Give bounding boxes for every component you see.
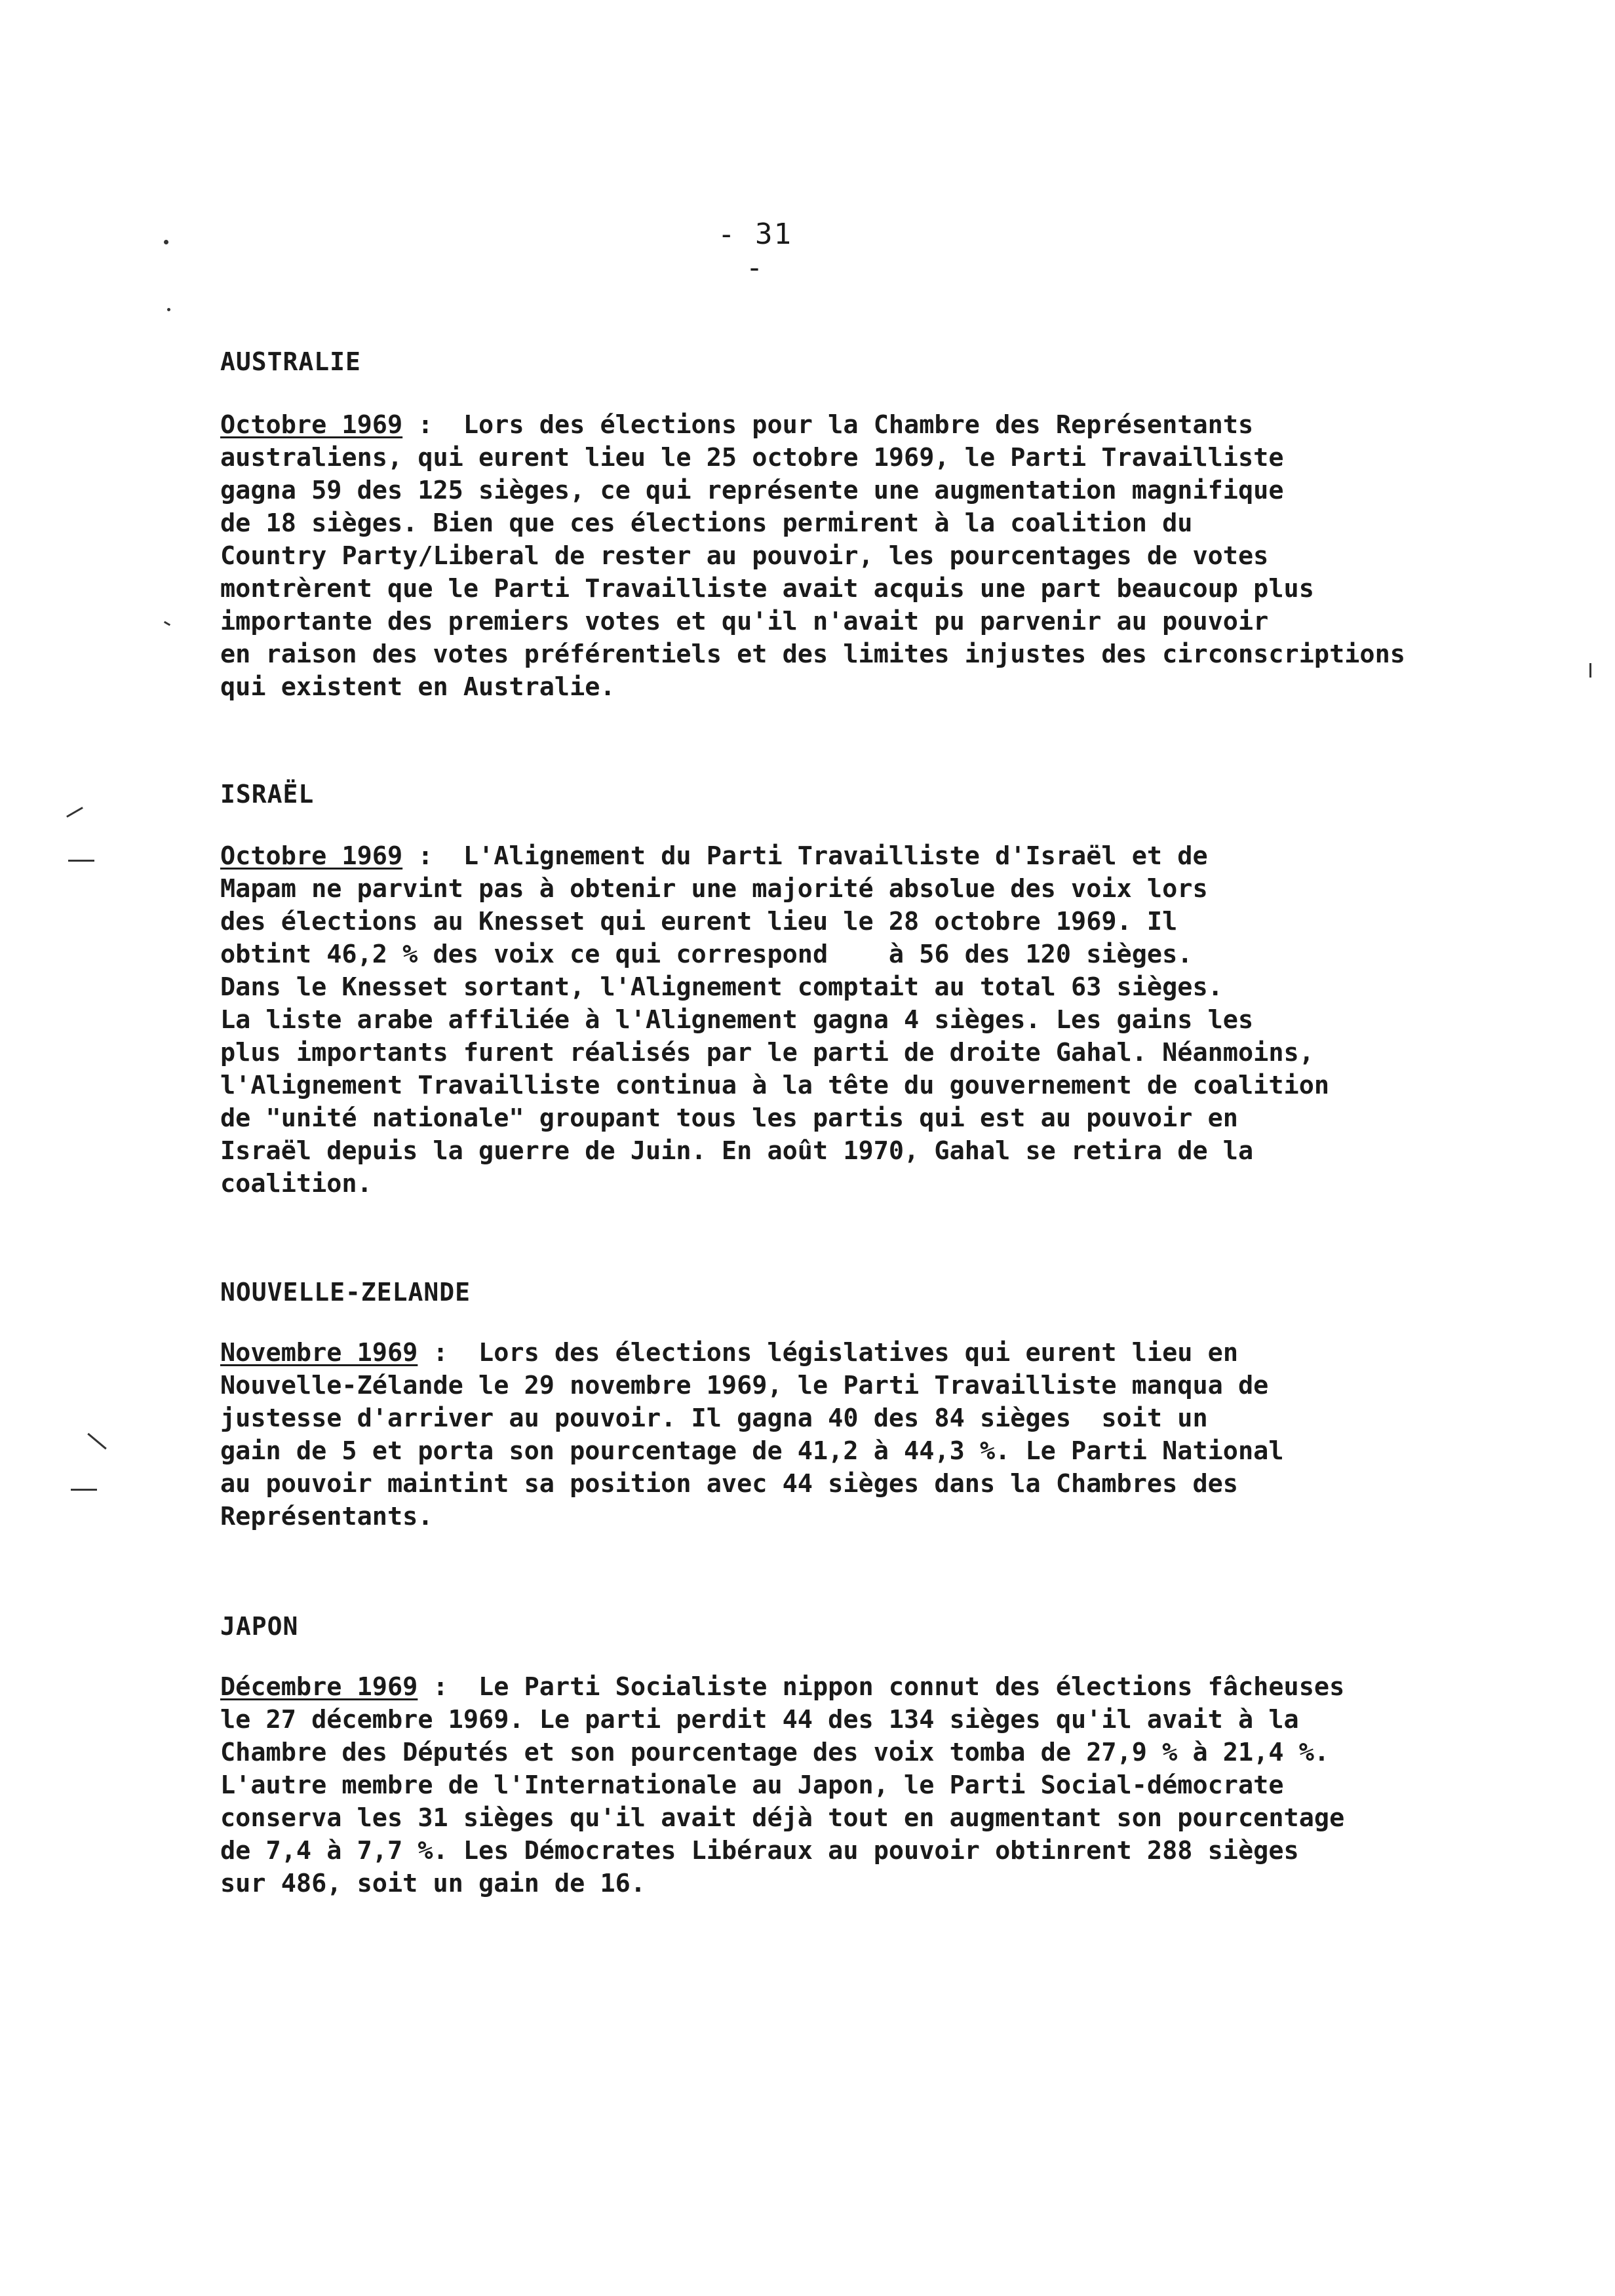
section-heading-israel: ISRAËL	[220, 780, 315, 809]
section-date: Novembre 1969	[220, 1338, 418, 1368]
paragraph-line: : L'Alignement du Parti Travailliste d'Israël et de	[402, 841, 1208, 871]
paragraph-line: plus importants furent réalisés par le parti de droite Gahal. Néanmoins,	[220, 1038, 1314, 1067]
section-paragraph-nouvelle-zelande	[220, 1337, 1505, 1533]
paragraph-line: gain de 5 et porta son pourcentage de 41,2 à 44,3 %. Le Parti National	[220, 1436, 1284, 1466]
paragraph-line: l'Alignement Travailliste continua à la tête du gouvernement de coalition	[220, 1071, 1330, 1100]
section-paragraph-australie	[220, 409, 1505, 704]
paragraph-line: Chambre des Députés et son pourcentage des voix tomba de 27,9 % à 21,4 %.	[220, 1738, 1330, 1767]
section-date: Octobre 1969	[220, 841, 403, 871]
paragraph-line: justesse d'arriver au pouvoir. Il gagna 40 des 84 sièges soit un	[220, 1404, 1208, 1433]
section-date: Octobre 1969	[220, 410, 403, 440]
paragraph-line: importante des premiers votes et qu'il n'avait pu parvenir au pouvoir	[220, 607, 1269, 636]
section-heading-nouvelle-zelande: NOUVELLE-ZELANDE	[220, 1278, 471, 1307]
paragraph-line: de 18 sièges. Bien que ces élections permirent à la coalition du	[220, 508, 1193, 538]
paragraph-line: en raison des votes préférentiels et des limites injustes des circonscriptions	[220, 640, 1405, 669]
paragraph-line: Mapam ne parvint pas à obtenir une majorité absolue des voix lors	[220, 874, 1208, 904]
paragraph-line: conserva les 31 sièges qu'il avait déjà tout en augmentant son pourcentage	[220, 1803, 1345, 1833]
paragraph-line: gagna 59 des 125 sièges, ce qui représente une augmentation magnifique	[220, 476, 1284, 505]
paragraph-line: sur 486, soit un gain de 16.	[220, 1869, 646, 1898]
section-heading-australie: AUSTRALIE	[220, 347, 361, 376]
paragraph-line: qui existent en Australie.	[220, 672, 615, 702]
paragraph-line: le 27 décembre 1969. Le parti perdit 44 des 134 sièges qu'il avait à la	[220, 1705, 1299, 1734]
margin-mark	[71, 1489, 97, 1491]
paragraph-line: Dans le Knesset sortant, l'Alignement comptait au total 63 sièges.	[220, 972, 1223, 1002]
paragraph-line: de "unité nationale" groupant tous les partis qui est au pouvoir en	[220, 1103, 1238, 1133]
paragraph-line: obtint 46,2 % des voix ce qui correspond à 56 des 120 sièges.	[220, 940, 1193, 969]
section-heading-japon: JAPON	[220, 1612, 299, 1641]
section-paragraph-israel	[220, 840, 1505, 1200]
paragraph-line: : Lors des élections pour la Chambre des Représentants	[402, 410, 1254, 440]
paragraph-line: Israël depuis la guerre de Juin. En août 1970, Gahal se retira de la	[220, 1136, 1254, 1166]
paragraph-line: au pouvoir maintint sa position avec 44 sièges dans la Chambres des	[220, 1469, 1238, 1499]
page-number: - 31 -	[718, 218, 792, 284]
paragraph-line: La liste arabe affiliée à l'Alignement gagna 4 sièges. Les gains les	[220, 1005, 1254, 1035]
paragraph-line: : Lors des élections législatives qui eurent lieu en	[418, 1338, 1238, 1368]
paragraph-line: Nouvelle-Zélande le 29 novembre 1969, le Parti Travailliste manqua de	[220, 1371, 1269, 1400]
margin-mark	[164, 621, 170, 626]
margin-mark	[68, 860, 94, 862]
paragraph-line: : Le Parti Socialiste nippon connut des élections fâcheuses	[418, 1672, 1345, 1702]
paragraph-line: de 7,4 à 7,7 %. Les Démocrates Libéraux au pouvoir obtinrent 288 sièges	[220, 1836, 1299, 1866]
margin-mark	[164, 240, 168, 244]
margin-mark	[66, 807, 83, 818]
section-paragraph-japon	[220, 1671, 1505, 1900]
paragraph-line: Représentants.	[220, 1502, 433, 1531]
paragraph-line: montrèrent que le Parti Travailliste avait acquis une part beaucoup plus	[220, 574, 1314, 603]
margin-mark	[87, 1433, 107, 1449]
paragraph-line: des élections au Knesset qui eurent lieu le 28 octobre 1969. Il	[220, 907, 1178, 936]
margin-mark	[1589, 663, 1591, 678]
paragraph-line: coalition.	[220, 1169, 372, 1198]
paragraph-line: australiens, qui eurent lieu le 25 octobre 1969, le Parti Travailliste	[220, 443, 1284, 472]
margin-mark	[167, 308, 170, 311]
paragraph-line: Country Party/Liberal de rester au pouvoir, les pourcentages de votes	[220, 541, 1269, 571]
paragraph-line: L'autre membre de l'Internationale au Japon, le Parti Social-démocrate	[220, 1770, 1284, 1800]
section-date: Décembre 1969	[220, 1672, 418, 1702]
